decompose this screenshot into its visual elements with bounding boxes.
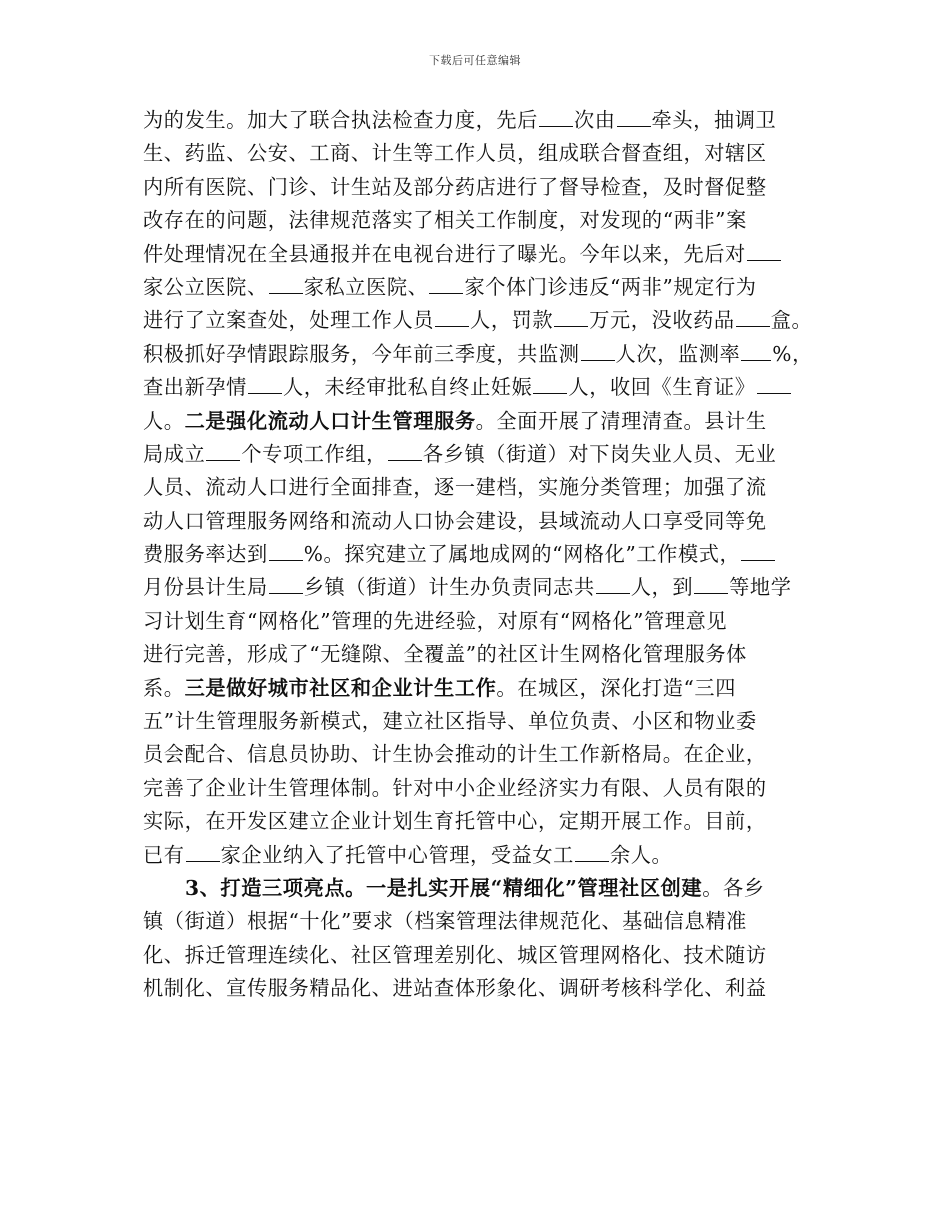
blank-field [388, 443, 422, 461]
bold-heading: 二是强化流动人口计生管理服务 [184, 408, 476, 433]
blank-field [596, 576, 630, 594]
blank-field [248, 376, 282, 394]
blank-field [741, 543, 775, 561]
page-header: 下载后可任意编辑 [429, 54, 521, 67]
text-line: 动人口管理服务网络和流动人口协会建设，县域流动人口享受同等免 [143, 508, 767, 533]
text-line: 完善了企业计生管理体制。针对中小企业经济实力有限、人员有限的 [143, 775, 767, 800]
document-body [143, 104, 811, 1006]
text-line: 习计划生育“网格化”管理的先进经验，对原有“网格化”管理意见 [143, 608, 728, 633]
text-line: 为的发生。加大了联合执法检查力度，先后 次由 牵头，抽调卫 [143, 108, 777, 132]
text-line: 人员、流动人口进行全面排查，逐一建档，实施分类管理；加强了流 [143, 475, 767, 500]
blank-field [736, 309, 770, 327]
text-line: 员会配合、信息员协助、计生协会推动的计生工作新格局。在企业， [143, 742, 767, 767]
text-line: 化、拆迁管理连续化、社区管理差别化、城区管理网格化、技术随访 [143, 942, 767, 967]
blank-field [617, 109, 651, 127]
blank-field [269, 543, 303, 561]
bold-heading: 三是做好城市社区和企业计生工作 [184, 675, 497, 700]
text-line: 人。二是强化流动人口计生管理服务。全面开展了清理清查。县计生 [143, 408, 767, 433]
blank-field [533, 376, 567, 394]
blank-field [747, 243, 781, 261]
text-line: 积极抓好孕情跟踪服务，今年前三季度，共监测 人次，监测率 %， [143, 341, 813, 366]
blank-field [206, 443, 240, 461]
text-line: 家公立医院、 家私立医院、 家个体门诊违反“两非”规定行为 [143, 274, 757, 299]
text-line: 系。三是做好城市社区和企业计生工作。在城区，深化打造“三四 [143, 675, 736, 700]
text-line: 局成立 个专项工作组， 各乡镇（街道）对下岗失业人员、无业 [143, 441, 777, 466]
text-line: 3、打造三项亮点。一是扎实开展“精细化”管理社区创建。各乡 [185, 875, 765, 900]
text-line: 费服务率达到 %。探究建立了属地成网的“网格化”工作模式， [143, 538, 811, 571]
text-line: 机制化、宣传服务精品化、进站查体形象化、调研考核科学化、利益 [143, 976, 767, 1001]
text-line: 已有 家企业纳入了托管中心管理，受益女工 余人。 [143, 842, 673, 867]
text-line: 镇（街道）根据“十化”要求（档案管理法律规范化、基础信息精准 [143, 909, 747, 934]
blank-field [694, 576, 728, 594]
text-line: 改存在的问题，法律规范落实了相关工作制度，对发现的“两非”案 [143, 208, 747, 233]
blank-field [741, 343, 771, 361]
text-line: 五”计生管理服务新模式，建立社区指导、单位负责、小区和物业委 [143, 709, 757, 734]
text-line: 内所有医院、门诊、计生站及部分药店进行了督导检查，及时督促整 [143, 174, 767, 199]
text-line: 查出新孕情 人，未经审批私自终止妊娠 人，收回《生育证》 [143, 371, 811, 404]
blank-field [186, 844, 220, 862]
text-line: 件处理情况在全县通报并在电视台进行了曝光。今年以来，先后对 [143, 238, 811, 271]
blank-field [581, 343, 615, 361]
blank-field [575, 844, 609, 862]
blank-field [269, 576, 303, 594]
text-line: 生、药监、公安、工商、计生等工作人员，组成联合督查组，对辖区 [143, 141, 767, 166]
text-line: 实际，在开发区建立企业计划生育托管中心，定期开展工作。目前， [143, 809, 767, 834]
blank-field [435, 309, 469, 327]
blank-field [757, 376, 791, 394]
bold-heading: 3、打造三项亮点。一是扎实开展“精细化”管理社区创建 [185, 875, 703, 900]
blank-field [429, 276, 463, 294]
blank-field [269, 276, 303, 294]
text-line: 进行完善，形成了“无缝隙、全覆盖”的社区计生网格化管理服务体 [143, 642, 747, 667]
text-line: 进行了立案查处，处理工作人员 人，罚款 万元，没收药品 盒。 [143, 308, 813, 333]
blank-field [539, 109, 573, 127]
text-line: 月份县计生局 乡镇（街道）计生办负责同志共 人，到 等地学 [143, 575, 792, 600]
blank-field [554, 309, 588, 327]
